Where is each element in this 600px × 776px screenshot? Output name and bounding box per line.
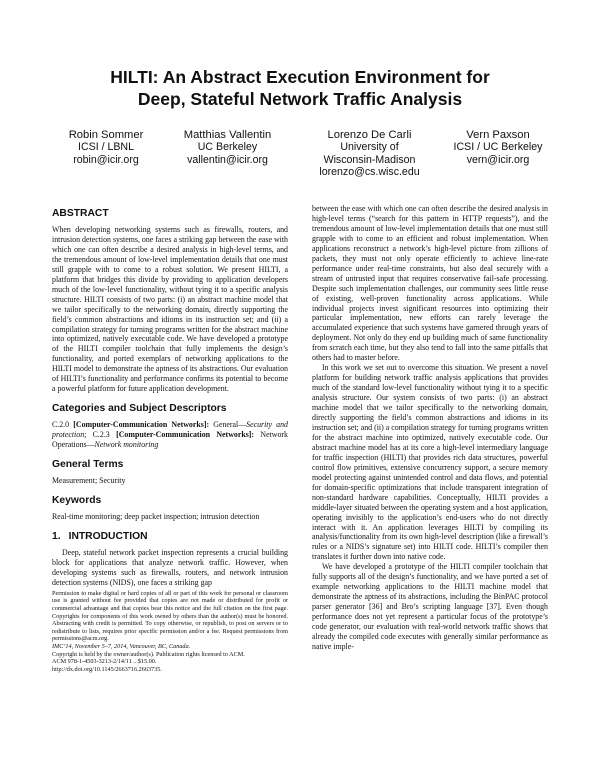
ccs-class-1: [Computer-Communication Networks]: (73, 420, 210, 430)
intro-paragraph-1: Deep, stateful network packet inspection represents a crucial building block for applications that analyze network traffic. However, when developing systems such as firewalls, routers, and network intrusion detection systems (NIDS), one faces a striking gap (52, 547, 288, 587)
general-terms-heading: General Terms (52, 459, 124, 471)
ccs-class-2: [Computer-Communication Networks]: (116, 430, 255, 440)
author-affiliation: ICSI / LBNL (78, 141, 134, 154)
author-name: Vern Paxson (466, 129, 530, 141)
venue-line: IMC’14, November 5–7, 2014, Vancouver, BC, Canada. (52, 642, 191, 650)
ccs-topic-2: Network monitoring (94, 440, 159, 450)
author-paxson (442, 129, 554, 166)
intro-paragraph-3: In this work we set out to overcome this situation. We present a novel platform for building network traffic analysis applications that provides much of the standard low-level functionality without tying it to a specific analysis structure. Our system consists of two parts: (i) an abstract machine model that we tailor specifically to the networking domain, directly supporting the field’s common abstractions and idioms in its instruction set; and (ii) a compilation strategy for turning programs written for the abstract machine into optimized, natively executable code. Our abstract machine model has at its core a high-level intermediary language for traffic inspection (HILTI) that provides rich data structures, powerful control flow primitives, extensive concurrency support, a secure memory model protecting against unintended control and data flows, and potential for domain-specific optimizations that include transparent integration of non-standard hardware capabilities. Conceptually, HILTI provides a middle-layer situated between the operating system and a host application, operating invisibly to the application’s end-users who do not directly interact with it. An application leverages HILTI by compiling its analysis/functionality from its own high-level description (like a firewall’s rules or a NIDS’s signature set) into HILTI code. HILTI’s compiler then translates it further down into native code. (312, 363, 548, 562)
paper-title (40, 66, 560, 110)
introduction-heading (52, 531, 288, 543)
author-name: Robin Sommer (68, 129, 144, 141)
abstract-heading: ABSTRACT (52, 208, 109, 219)
ccs-topic-1: Security and protection (52, 420, 288, 440)
right-column (312, 204, 548, 754)
section-number: 1. (52, 530, 61, 542)
ccs-code-2: ; C.2.3 (84, 430, 110, 440)
general-terms-text: Measurement; Security (52, 476, 126, 486)
author-block (50, 129, 560, 179)
ccs-subclass-1: General— (213, 420, 247, 430)
author-sommer (50, 129, 162, 166)
intro-paragraph-2: between the ease with which one can often describe the desired analysis in high-level terms (“search for this pattern in HTTP requests”), and the tremendous amount of low-level implementation details that one must still grapple with to come to an efficient and robust implementation. When applications reconstruct a network’s high-level picture from zillions of packets, they must not only operate efficiently to achieve line-rate performance under real-time constraints, but also deal securely with a stream of untrusted input that requires conservative fail-safe processing. Despite such implementation challenges, our community sees little reuse of existing, well-proven functionality across applications. While individual projects invest significant resources into optimizing their particular implementation, new efforts can rarely leverage the accumulated experience that such systems have garnered through years of deployment. Not only do they end up building much of same functionality from scratch each time, but they also tend to fall into the same pitfalls that others had to master before. (312, 204, 548, 363)
author-affiliation: UC Berkeley (197, 141, 258, 154)
author-email: vallentin@icir.org (187, 153, 268, 166)
left-column (52, 208, 288, 748)
author-name: Matthias Vallentin (183, 129, 272, 141)
intro-paragraph-4: We have developed a prototype of the HILTI compiler toolchain that fully supports all of the design’s functionality, and we have ported a set of example networking applications to the HILTI machine model that demonstrate the aptness of its abstractions, including the BinPAC protocol parser generator [36] and Bro’s scripting language [37]. Even though performance does not yet represent a particular focus of the prototype’s code generator, our evaluation with real-world network traffic shows that already the compiled code executes with generally similar performance as native imple- (312, 562, 548, 651)
title-line-1: HILTI: An Abstract Execution Environment for (110, 67, 490, 87)
doi-link[interactable]: http://dx.doi.org/10.1145/2663716.2663735. (52, 665, 162, 673)
author-decarli (302, 129, 437, 179)
ccs-code-1: C.2.0 (52, 420, 70, 430)
categories-text (52, 420, 288, 450)
permission-text: Permission to make digital or hard copies of all or part of this work for personal or classroom use is granted without fee provided that copies are not made or distributed for profit or commercial advantage and that copies bear this notice and the full citation on the first page. Copyrights for components of this work owned by others than the author(s) must be honored. Abstracting with credit is permitted. To copy otherwise, or republish, to post on servers or to redistribute to lists, requires prior specific permission and/or a fee. Request permissions from permissions@acm.org. (52, 589, 288, 643)
permission-notice (52, 590, 288, 674)
ccs-subclass-2: Network Operations— (52, 430, 289, 450)
keywords-text: Real-time monitoring; deep packet inspection; intrusion detection (52, 512, 260, 522)
abstract-text: When developing networking systems such as firewalls, routers, and intrusion detection systems, one faces a striking gap between the ease with which one can often describe a desired analysis in high-level terms, and the tremendous amount of low-level implementation details that one must still grapple with to come to a robust solution. We present HILTI, a platform that bridges this divide by providing to application developers much of the low-level functionality, without tying it to a specific analysis structure. HILTI consists of two parts: (i) an abstract machine model that we tailor specifically to the networking domain, directly supporting the field’s common abstractions and idioms in its instruction set; and (ii) a compilation strategy for turning programs written for the abstract machine into optimized, natively executable code. We have developed a prototype of the HILTI compiler toolchain that fully implements the design’s functionality, and ported exemplars of networking applications to the HILTI model to demonstrate the aptness of its abstractions. Our evaluation of HILTI’s functionality and performance confirms its potential to become a powerful platform for future application development. (52, 225, 288, 394)
section-title: INTRODUCTION (68, 530, 148, 542)
author-vallentin (165, 129, 290, 166)
author-affiliation: University of (340, 141, 399, 154)
author-email: robin@icir.org (73, 153, 139, 166)
title-line-2: Deep, Stateful Network Traffic Analysis (137, 89, 463, 109)
author-email: vern@icir.org (466, 153, 530, 166)
author-affiliation-2: Wisconsin-Madison (323, 153, 416, 166)
isbn-line: ACM 978-1-4503-3213-2/14/11 ...$15.00. (52, 658, 157, 666)
author-name: Lorenzo De Carli (327, 129, 412, 141)
keywords-heading: Keywords (52, 495, 102, 507)
author-email: lorenzo@cs.wisc.edu (319, 166, 420, 179)
author-affiliation: ICSI / UC Berkeley (453, 141, 543, 154)
copyright-line: Copyright is held by the owner/author(s). Publication rights licensed to ACM. (52, 650, 245, 658)
categories-heading: Categories and Subject Descriptors (52, 403, 227, 415)
